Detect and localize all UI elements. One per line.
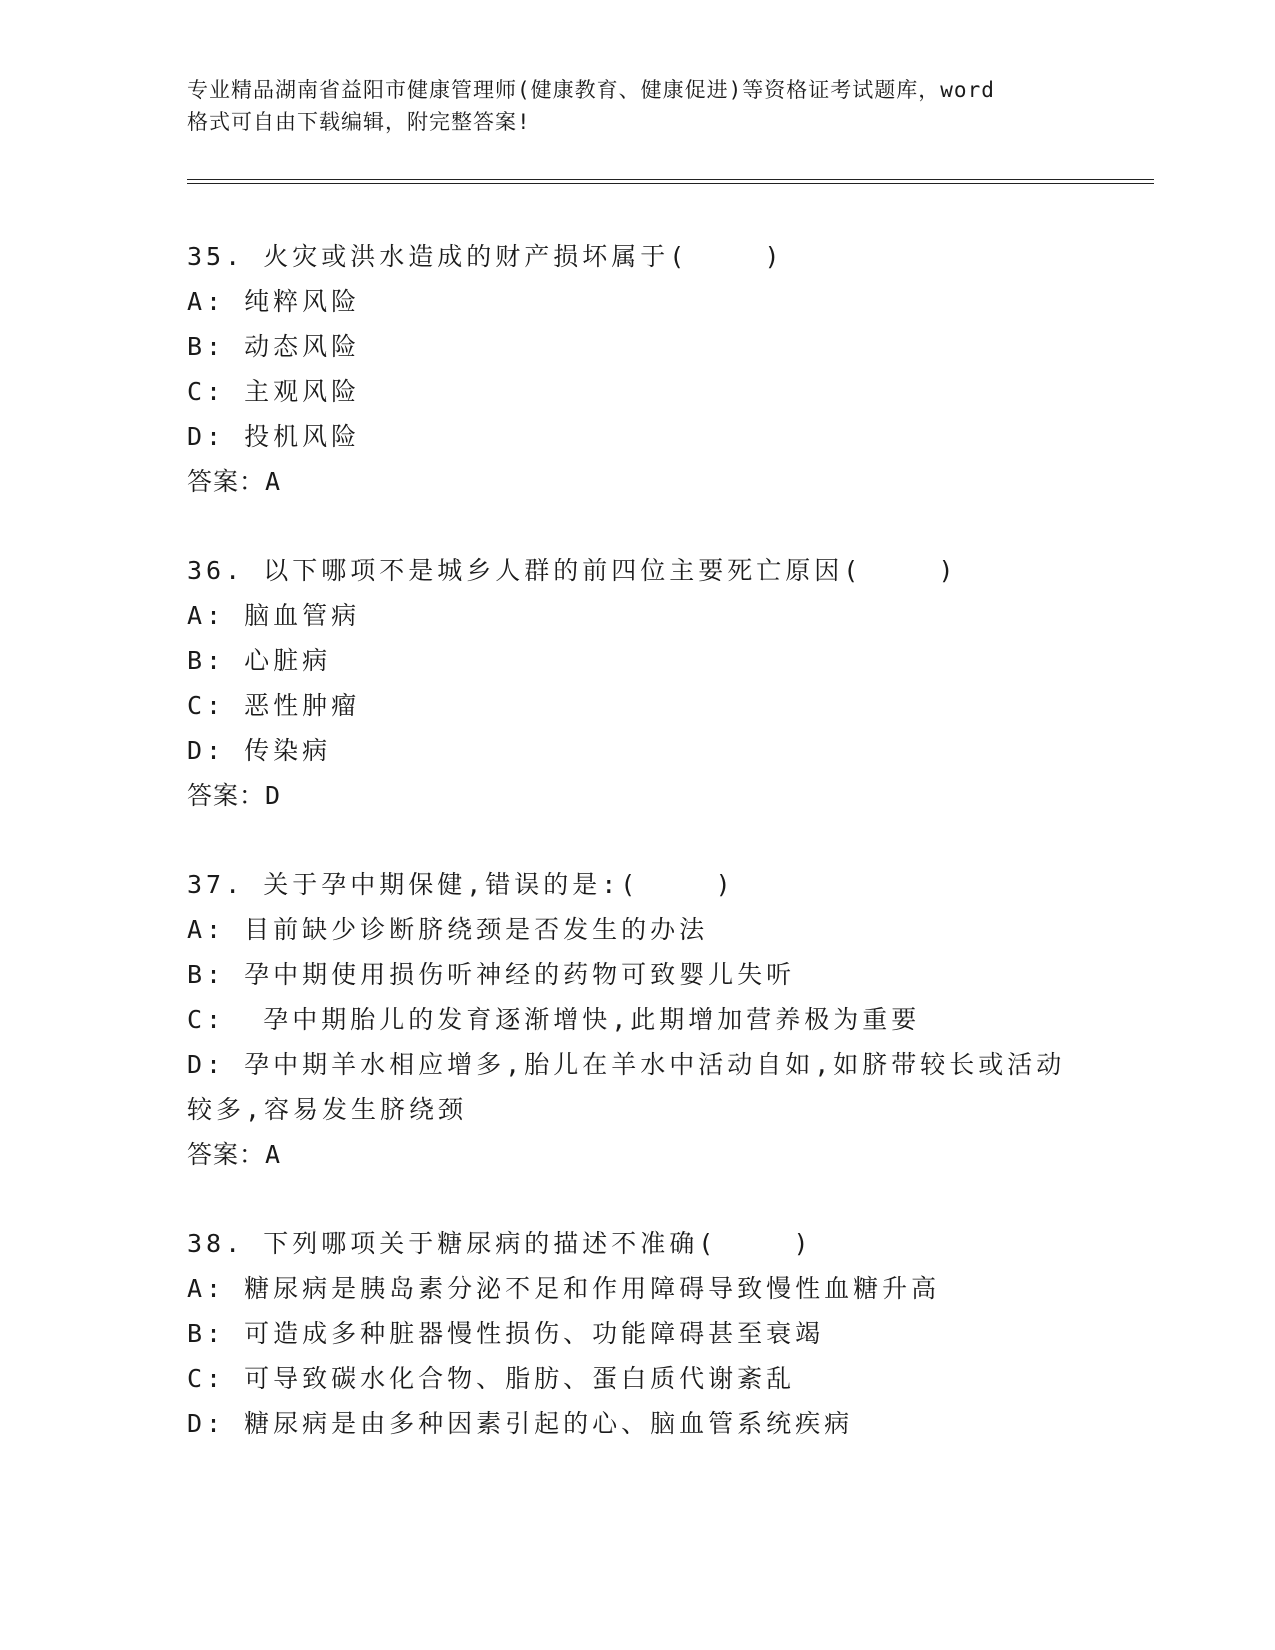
- answer-line: [187, 773, 1087, 818]
- option-b: [187, 324, 1087, 369]
- question-37: [187, 862, 1087, 1177]
- option-text: 主观风险: [244, 377, 361, 406]
- option-a: [187, 279, 1087, 324]
- option-text: 可造成多种脏器慢性损伤、功能障碍甚至衰竭: [244, 1319, 825, 1348]
- option-label: A:: [187, 915, 226, 944]
- option-c: [187, 369, 1087, 414]
- question-stem: 37. 关于孕中期保健,错误的是:( ): [187, 870, 735, 899]
- option-label: B:: [187, 646, 226, 675]
- question-38: [187, 1221, 1087, 1446]
- option-c: [187, 683, 1087, 728]
- answer-line: [187, 459, 1087, 504]
- option-label: D:: [187, 1409, 226, 1438]
- option-text: 糖尿病是由多种因素引起的心、脑血管系统疾病: [244, 1409, 854, 1438]
- answer-label: 答案：: [187, 781, 266, 810]
- option-text: 目前缺少诊断脐绕颈是否发生的办法: [244, 915, 709, 944]
- option-label: C:: [187, 691, 226, 720]
- option-label: B:: [187, 332, 226, 361]
- option-label: C:: [187, 377, 226, 406]
- option-label: A:: [187, 601, 226, 630]
- header-divider: [187, 179, 1154, 184]
- option-label: C:: [187, 1005, 226, 1034]
- answer-value: A: [265, 1140, 282, 1169]
- answer-value: D: [265, 781, 282, 810]
- document-header: [187, 74, 1087, 138]
- question-stem: 36. 以下哪项不是城乡人群的前四位主要死亡原因( ): [187, 556, 958, 585]
- option-label: D:: [187, 736, 226, 765]
- option-text: 脑血管病: [244, 601, 361, 630]
- question-35: [187, 234, 1087, 504]
- option-d: [187, 728, 1087, 773]
- option-d: [187, 1401, 1087, 1446]
- option-a: [187, 907, 1087, 952]
- option-text: 投机风险: [244, 422, 361, 451]
- option-b: [187, 638, 1087, 683]
- option-label: D:: [187, 1050, 226, 1079]
- option-d: [187, 414, 1087, 459]
- option-label: C:: [187, 1364, 226, 1393]
- option-text: 孕中期使用损伤听神经的药物可致婴儿失听: [244, 960, 796, 989]
- option-label: A:: [187, 1274, 226, 1303]
- option-d: [187, 1042, 1087, 1132]
- option-a: [187, 1266, 1087, 1311]
- option-label: A:: [187, 287, 226, 316]
- answer-line: [187, 1132, 1087, 1177]
- option-label: B:: [187, 960, 226, 989]
- option-text: 动态风险: [244, 332, 361, 361]
- option-b: [187, 952, 1087, 997]
- header-line-2: 格式可自由下载编辑，附完整答案!: [187, 110, 531, 134]
- question-36: [187, 548, 1087, 818]
- option-text: 传染病: [244, 736, 332, 765]
- question-list: [187, 234, 1087, 1490]
- header-line-1: 专业精品湖南省益阳市健康管理师(健康教育、健康促进)等资格证考试题库，word: [187, 78, 995, 102]
- option-a: [187, 593, 1087, 638]
- option-text: 孕中期胎儿的发育逐渐增快,此期增加营养极为重要: [244, 1005, 921, 1034]
- option-c: [187, 997, 1087, 1042]
- question-stem: 38. 下列哪项关于糖尿病的描述不准确( ): [187, 1229, 813, 1258]
- answer-value: A: [265, 467, 282, 496]
- option-text: 孕中期羊水相应增多,胎儿在羊水中活动自如,如脐带较长或活动较多,容易发生脐绕颈: [187, 1050, 1066, 1124]
- question-stem: 35. 火灾或洪水造成的财产损坏属于( ): [187, 242, 784, 271]
- option-text: 心脏病: [244, 646, 332, 675]
- answer-label: 答案：: [187, 1140, 266, 1169]
- option-text: 糖尿病是胰岛素分泌不足和作用障碍导致慢性血糖升高: [244, 1274, 941, 1303]
- option-label: D:: [187, 422, 226, 451]
- option-c: [187, 1356, 1087, 1401]
- option-text: 恶性肿瘤: [244, 691, 361, 720]
- option-text: 纯粹风险: [244, 287, 361, 316]
- option-text: 可导致碳水化合物、脂肪、蛋白质代谢紊乱: [244, 1364, 796, 1393]
- answer-label: 答案：: [187, 467, 266, 496]
- option-label: B:: [187, 1319, 226, 1348]
- option-b: [187, 1311, 1087, 1356]
